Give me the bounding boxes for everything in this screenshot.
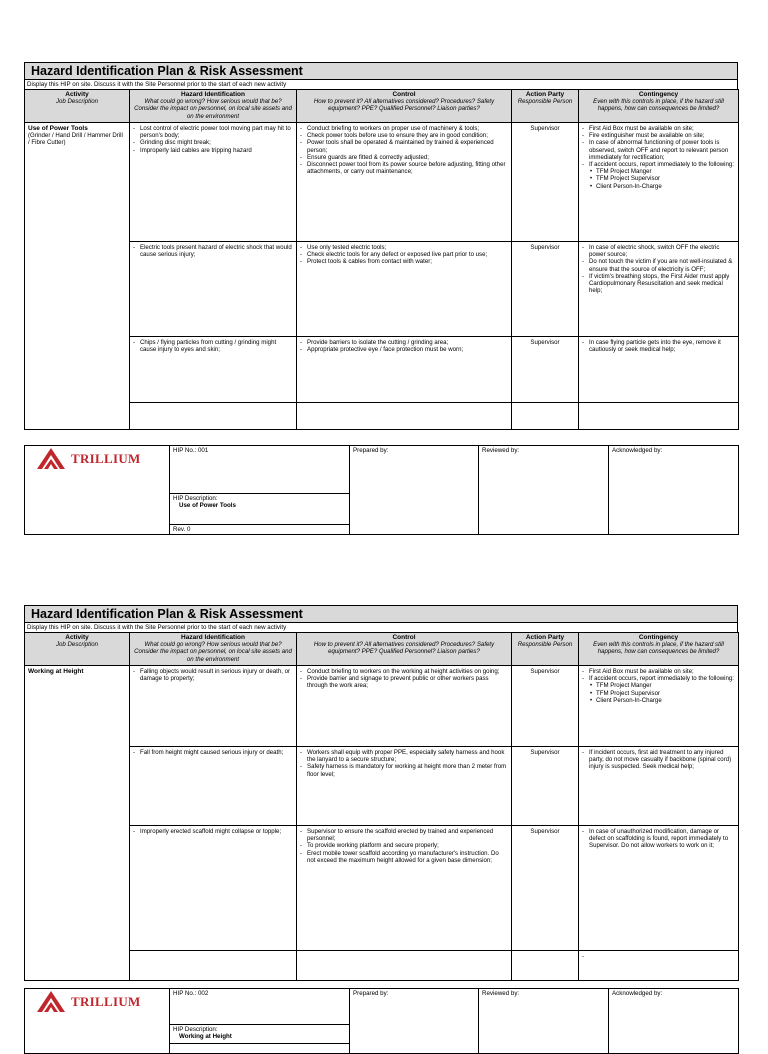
party-cell: Supervisor (512, 242, 579, 337)
contingency-cell: - In case of electric shock, switch OFF the electric power source; - Do not touch the victim if you are not well-insulated & ensure that the source of electricity is OFF; - If victim's breathing stops, the First Aider must apply Cardiopulmonary Resuscitation and seek medical help; (579, 242, 739, 337)
reviewed-by: Reviewed by: (479, 989, 609, 1054)
display-note: Display this HIP on site. Discuss it with the Site Personnel prior to the start of each new activity (24, 622, 738, 632)
sheet-title: Hazard Identification Plan & Risk Assessment (24, 605, 738, 622)
col-control: Control How to prevent it? All alternatives considered? Procedures? Safety equipment? PPE? Qualified Personnel? Liaison parties? (297, 90, 512, 123)
sheet-title: Hazard Identification Plan & Risk Assessment (24, 62, 738, 79)
prepared-by: Prepared by: (350, 446, 479, 535)
header-row (25, 633, 739, 666)
hip-sheet-2 (24, 605, 738, 981)
table-row (25, 826, 739, 951)
hazard-cell: - Lost control of electric power tool moving part may hit to person's body; - Grinding disc might break; - Improperly laid cables are tripping hazard (130, 123, 297, 242)
hip-table (24, 89, 739, 430)
hip-table (24, 632, 739, 981)
hip-sheet-1 (24, 62, 738, 430)
hazard-cell: - Fall from height might caused serious injury or death; (130, 747, 297, 826)
party-cell: Supervisor (512, 826, 579, 951)
contingency-cell: - If incident occurs, first aid treatment to any injured party, do not move casualty if backbone (spinal cord) injury is suspected. Seek medical help; (579, 747, 739, 826)
activity-desc: (Grinder / Hand Drill / Hammer Drill / Fibre Cutter) (28, 132, 123, 147)
contingency-cell: - In case flying particle gets into the eye, remove it cautiously or seek medical help; (579, 337, 739, 403)
logo-text: TRILLIUM (71, 993, 141, 1009)
party-cell: Supervisor (512, 747, 579, 826)
col-contingency: Contingency Even with this controls in place, if the hazard still happens, how can consequences be limited? (579, 90, 739, 123)
hip-footer-1 (24, 445, 739, 535)
contingency-cell: - In case of unauthorized modification, damage or defect on scaffolding is found, report immediately to Supervisor. Do not allow workers to work on it; (579, 826, 739, 951)
col-party: Action Party Responsible Person (512, 633, 579, 666)
party-cell: Supervisor (512, 123, 579, 242)
hip-number: HIP No.: 002 (170, 989, 350, 1025)
col-contingency: Contingency Even with this controls in place, if the hazard still happens, how can consequences be limited? (579, 633, 739, 666)
col-activity: Activity Job Description (25, 633, 130, 666)
acknowledged-by: Acknowledged by: (609, 446, 739, 535)
control-cell: - Use only tested electric tools; - Check electric tools for any defect or exposed live part prior to use; - Protect tools & cables from contact with water; (297, 242, 512, 337)
trillium-logo (25, 989, 169, 1013)
hip-revision: Rev. 0 (170, 525, 350, 535)
logo-cell (25, 446, 170, 535)
activity-title: Use of Power Tools (28, 125, 88, 132)
table-row (25, 242, 739, 337)
activity-title: Working at Height (28, 668, 84, 675)
hip-revision (170, 1044, 350, 1054)
table-row-empty (25, 403, 739, 430)
col-party: Action Party Responsible Person (512, 90, 579, 123)
table-row (25, 337, 739, 403)
hazard-cell: - Chips / flying particles from cutting / grinding might cause injury to eyes and skin; (130, 337, 297, 403)
control-cell: - Workers shall equip with proper PPE, especially safety harness and hook the lanyard to a secure structure; - Safety harness is mandatory for working at height more than 2 meter from floor level; (297, 747, 512, 826)
table-row (25, 123, 739, 242)
control-cell: - Conduct briefing to workers on proper use of machinery & tools; - Check power tools before use to ensure they are in good condition; - Power tools shall be operated & maintained by trained & experienced person; - Ensure guards are fitted & correctly adjusted; - Disconnect power tool from its power source before adjusting, fitting other attachments, or carry out maintenance; (297, 123, 512, 242)
hazard-cell: - Improperly erected scaffold might collapse or topple; (130, 826, 297, 951)
trillium-logo (25, 446, 169, 470)
logo-text: TRILLIUM (71, 450, 141, 466)
col-activity: Activity Job Description (25, 90, 130, 123)
display-note: Display this HIP on site. Discuss it with the Site Personnel prior to the start of each new activity (24, 79, 738, 89)
logo-cell (25, 989, 170, 1054)
col-hazard: Hazard Identification What could go wrong? How serious would that be? Consider the impact on personnel, on local site assets and on the environment (130, 633, 297, 666)
trillium-logo-icon (35, 446, 67, 470)
col-control: Control How to prevent it? All alternatives considered? Procedures? Safety equipment? PPE? Qualified Personnel? Liaison parties? (297, 633, 512, 666)
activity-cell (25, 123, 130, 430)
header-row (25, 90, 739, 123)
prepared-by: Prepared by: (350, 989, 479, 1054)
control-cell: - Provide barriers to isolate the cutting / grinding area; - Appropriate protective eye / face protection must be worn; (297, 337, 512, 403)
col-hazard: Hazard Identification What could go wrong? How serious would that be? Consider the impact on personnel, on local site assets and on the environment (130, 90, 297, 123)
trailing-mark: - (579, 951, 739, 981)
control-cell: - Supervisor to ensure the scaffold erected by trained and experienced personnel; - To provide working platform and secure properly; - Erect mobile tower scaffold according yo manufacturer's instruction. Do not exceed the maximum height allowed for a given base dimension; (297, 826, 512, 951)
party-cell: Supervisor (512, 337, 579, 403)
activity-cell (25, 666, 130, 981)
contingency-cell: - First Aid Box must be available on site; - Fire extinguisher must be available on site; - In case of abnormal functioning of power tools is observed, switch OFF and report to relevant person immediately for rectification; - If accident occurs, report immediately to the following: • TFM Project Manger • TFM Project Supervisor • Client Person-In-Charge (579, 123, 739, 242)
contingency-cell: - First Aid Box must be available on site; - If accident occurs, report immediately to the following: • TFM Project Manger • TFM Project Supervisor • Client Person-In-Charge (579, 666, 739, 747)
hip-description: HIP Description: Use of Power Tools (170, 494, 350, 525)
table-row (25, 666, 739, 747)
hazard-cell: - Falling objects would result in serious injury or death, or damage to property; (130, 666, 297, 747)
table-row (25, 747, 739, 826)
party-cell: Supervisor (512, 666, 579, 747)
trillium-logo-icon (35, 989, 67, 1013)
hip-footer-2 (24, 988, 739, 1054)
hip-number: HIP No.: 001 (170, 446, 350, 494)
hip-description-value: Use of Power Tools (179, 502, 236, 509)
acknowledged-by: Acknowledged by: (609, 989, 739, 1054)
table-row-empty (25, 951, 739, 981)
hip-description-value: Working at Height (179, 1033, 232, 1040)
control-cell: - Conduct briefing to workers on the working at height activities on going; - Provide barrier and signage to prevent public or other workers pass through the work area; (297, 666, 512, 747)
reviewed-by: Reviewed by: (479, 446, 609, 535)
hip-description: HIP Description: Working at Height (170, 1025, 350, 1044)
hazard-cell: - Electric tools present hazard of electric shock that would cause serious injury; (130, 242, 297, 337)
